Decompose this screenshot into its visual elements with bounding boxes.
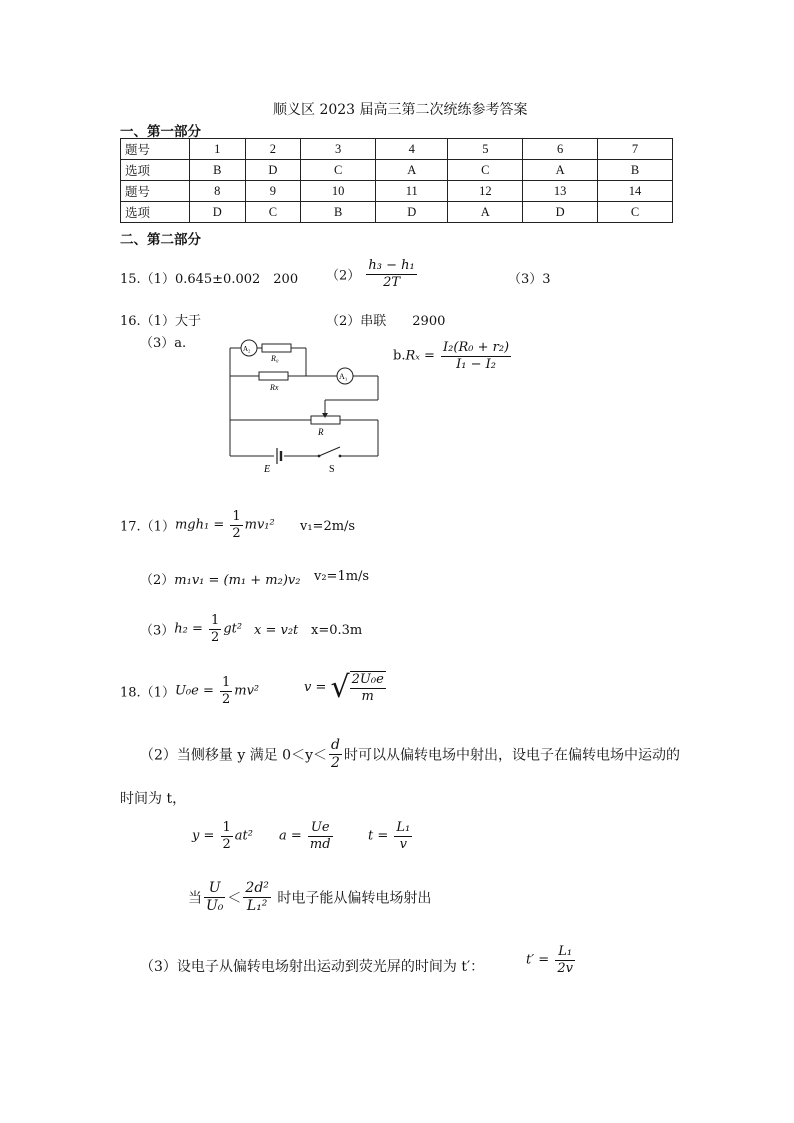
table-cell: A — [523, 160, 598, 181]
table-cell: 11 — [376, 181, 448, 202]
q18-p1-v-lhs: v = — [304, 680, 327, 695]
q17-part1 — [120, 509, 275, 541]
table-cell: 5 — [448, 139, 523, 160]
q18-eq-y — [192, 820, 253, 852]
q18-eq-t-den: v — [399, 836, 407, 852]
q18-condition — [188, 880, 431, 915]
q15-part3: （3）3 — [508, 272, 551, 287]
table-cell: C — [598, 202, 673, 223]
q17-p2-label: （2） — [140, 573, 175, 588]
table-cell: B — [598, 160, 673, 181]
q18-p1-label: 18.（1） — [120, 685, 175, 701]
table-cell: A — [448, 202, 523, 223]
table-cell: 9 — [245, 181, 301, 202]
q18-p1-lhs: U₀e = — [174, 683, 214, 699]
table-cell: A — [376, 160, 448, 181]
q18-cond-num2: 2d² — [245, 880, 269, 896]
q15-frac-num: h₃ − h₁ — [368, 258, 415, 273]
q16-b-lhs: Rₓ = — [405, 348, 435, 364]
q18-p2-text-b: 时可以从偏转电场中射出，设电子在偏转电场中运动的 — [343, 747, 680, 764]
switch-label: S — [329, 464, 335, 475]
q17-p2-eq: m₁v₁ = (m₁ + m₂)v₂ — [174, 573, 301, 588]
table-cell: 3 — [301, 139, 376, 160]
table-cell: 14 — [598, 181, 673, 202]
q15-part2-label: （2） — [326, 268, 361, 284]
q18-p2-text-c: 时间为 t， — [120, 791, 187, 807]
table-row — [121, 160, 673, 181]
q17-p1-result: v₁=2m/s — [300, 519, 356, 534]
q17-p1-rhs: mv₁² — [244, 517, 275, 533]
table-cell: C — [245, 202, 301, 223]
q17-p3-half-den: 2 — [211, 629, 220, 645]
table-row — [121, 181, 673, 202]
table-row-label: 选项 — [121, 202, 190, 223]
q18-p2-frac-den: 2 — [331, 754, 340, 771]
q17-p3-result: x=0.3m — [311, 623, 363, 638]
q18-part2-line1 — [140, 737, 680, 772]
q18-cond-num: U — [204, 880, 225, 898]
table-cell: C — [448, 160, 523, 181]
q18-eq-t-lhs: t = — [368, 828, 389, 844]
q18-eq-a-den: md — [309, 836, 331, 852]
part1-heading: 一、第一部分 — [120, 124, 201, 140]
table-cell: D — [190, 202, 246, 223]
q18-sqrt-num: 2U₀e — [351, 671, 384, 687]
q17-part3 — [140, 613, 242, 645]
q18-p3-num: L₁ — [555, 944, 575, 961]
q18-eq-t-num: L₁ — [396, 820, 411, 835]
q18-eq-y-half-den: 2 — [222, 836, 231, 852]
q17-part2 — [140, 569, 300, 588]
table-row — [121, 202, 673, 223]
ammeter-a2-label: A₂ — [243, 345, 251, 353]
q18-p3-eq — [526, 944, 577, 976]
q18-part1 — [120, 675, 259, 707]
table-cell: D — [523, 202, 598, 223]
q18-sqrt-den: m — [361, 688, 374, 704]
q17-p1-label: 17.（1） — [120, 519, 175, 535]
q15-part2 — [326, 258, 419, 290]
q16-part1: 16.（1）大于 — [120, 314, 201, 329]
q18-p3-text: （3）设电子从偏转电场射出运动到荧光屏的时间为 t′： — [140, 959, 485, 975]
table-row — [121, 139, 673, 160]
rx-label: Rx — [270, 383, 279, 392]
q18-p2-frac-num: d — [330, 737, 340, 753]
q15-frac-den: 2T — [383, 274, 401, 290]
q18-p1-half-num: 1 — [221, 675, 231, 690]
q16-b-label: b. — [393, 348, 406, 364]
table-row-label: 选项 — [121, 160, 190, 181]
table-cell: 1 — [190, 139, 246, 160]
page-title: 顺义区 2023 届高三第二次统练参考答案 — [273, 102, 528, 118]
q18-cond-lt: ＜ — [227, 890, 242, 907]
q18-cond-den2: L₁² — [246, 897, 268, 914]
q18-p1-rhs: mv² — [234, 683, 260, 699]
q18-p3-den: 2v — [557, 960, 573, 976]
q17-p3-lhs: h₂ = — [174, 621, 203, 637]
q16-part3a: （3）a. — [140, 336, 187, 351]
table-cell: 10 — [301, 181, 376, 202]
answer-table — [120, 138, 673, 223]
q17-p2-result: v₂=1m/s — [314, 569, 370, 584]
q18-eq-a-lhs: a = — [279, 828, 302, 844]
r0-label: R₀ — [271, 354, 279, 363]
q18-p2-text-a: （2）当侧移量 y 满足 0＜y＜ — [140, 747, 327, 764]
q18-eq-a-num: Ue — [308, 820, 333, 837]
q18-p3-lhs: t′ = — [526, 952, 550, 968]
part2-heading: 二、第二部分 — [120, 232, 201, 248]
table-row-label: 题号 — [121, 181, 190, 202]
battery-label: E — [264, 464, 271, 475]
q18-p1-half-den: 2 — [221, 691, 231, 707]
table-cell: 12 — [448, 181, 523, 202]
sqrt-radical-icon: √ — [330, 670, 350, 705]
table-cell: 7 — [598, 139, 673, 160]
q18-cond-suffix: 时电子能从偏转电场射出 — [277, 890, 432, 907]
q16-part3b — [393, 340, 513, 372]
circuit-diagram — [222, 336, 392, 481]
q17-p3-eq2: x = v₂t — [254, 623, 299, 638]
q18-cond-prefix: 当 — [188, 890, 202, 907]
table-row-label: 题号 — [121, 139, 190, 160]
ammeter-a1-label: A₁ — [339, 372, 348, 381]
q17-p1-half-den: 2 — [232, 525, 241, 541]
q17-p3-half-num: 1 — [211, 613, 220, 628]
table-cell: D — [245, 160, 301, 181]
q18-eq-a — [279, 820, 335, 852]
q18-p1-v — [304, 670, 386, 705]
q18-cond-den: U₀ — [206, 897, 224, 914]
table-cell: 8 — [190, 181, 246, 202]
q17-p1-half-num: 1 — [232, 509, 241, 524]
q18-eq-y-lhs: y = — [192, 828, 215, 844]
q18-eq-y-rhs: at² — [234, 828, 253, 844]
table-cell: B — [301, 202, 376, 223]
q17-p3-label: （3） — [140, 623, 175, 639]
q16-b-num: I₂(R₀ + r₂) — [443, 340, 510, 355]
q17-p1-lhs: mgh₁ = — [174, 517, 225, 533]
q18-eq-t — [368, 820, 414, 852]
table-cell: 13 — [523, 181, 598, 202]
table-cell: D — [376, 202, 448, 223]
table-cell: C — [301, 160, 376, 181]
q18-eq-y-half-num: 1 — [222, 820, 231, 835]
q17-p3-rhs: gt² — [223, 621, 243, 637]
q16-b-den: I₁ − I₂ — [456, 356, 497, 372]
table-cell: 2 — [245, 139, 301, 160]
q15-part1: 15.（1）0.645±0.002 200 — [120, 272, 299, 287]
table-cell: 4 — [376, 139, 448, 160]
table-cell: 6 — [523, 139, 598, 160]
rheostat-label: R — [318, 427, 324, 437]
q16-part2: （2）串联 2900 — [326, 314, 446, 329]
table-cell: B — [190, 160, 246, 181]
